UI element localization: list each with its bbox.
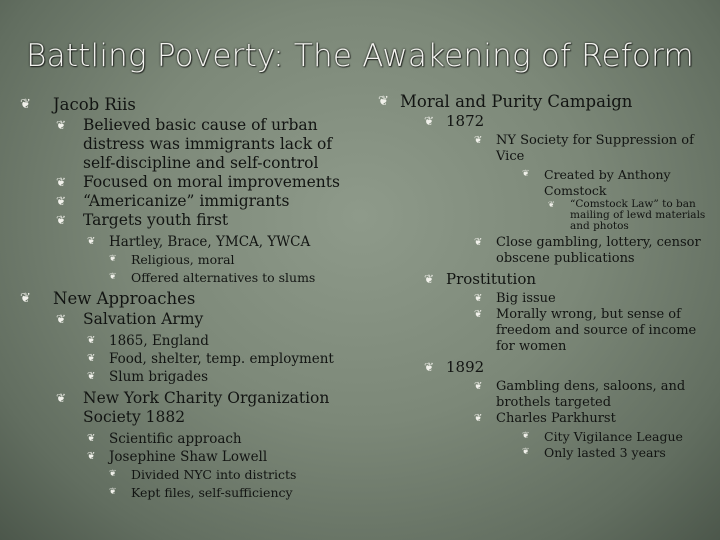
bullet-religious-moral bbox=[109, 251, 360, 269]
prostitution-sublist bbox=[474, 291, 708, 355]
bullet-text: “Americanize” immigrants bbox=[83, 192, 290, 210]
laurel-leaf-icon: ❦ bbox=[474, 309, 483, 320]
bullet-text: “Comstock Law” to ban mailing of lewd materials and photos bbox=[570, 198, 706, 232]
laurel-leaf-icon: ❦ bbox=[522, 169, 530, 179]
bullet-districts bbox=[109, 466, 360, 484]
bullet-text: Divided NYC into districts bbox=[131, 467, 297, 482]
laurel-leaf-icon: ❦ bbox=[87, 451, 96, 462]
bullet-nyco-society bbox=[56, 389, 360, 501]
bullet-text: Jacob Riis bbox=[53, 95, 136, 114]
bullet-big-issue bbox=[474, 291, 708, 307]
nyco-sublist bbox=[87, 430, 360, 501]
laurel-leaf-icon: ❦ bbox=[474, 381, 483, 392]
new-approaches-sublist bbox=[56, 310, 360, 501]
comstock-sublist bbox=[548, 199, 708, 232]
bullet-text: Believed basic cause of urban distress was immigrants lack of self-discipline and self-control bbox=[83, 116, 333, 172]
slide-title: Battling Poverty: The Awakening of Reform bbox=[26, 38, 694, 74]
bullet-moral-purity bbox=[378, 92, 708, 460]
bullet-text: 1872 bbox=[446, 112, 485, 130]
laurel-leaf-icon: ❦ bbox=[522, 446, 530, 457]
bullet-1892 bbox=[424, 358, 708, 460]
bullet-text: Big issue bbox=[496, 291, 556, 306]
laurel-leaf-icon: ❦ bbox=[424, 272, 435, 286]
parkhurst-sublist bbox=[522, 429, 708, 460]
salvation-army-sublist bbox=[87, 332, 360, 386]
bullet-text: Focused on moral improvements bbox=[83, 173, 340, 191]
laurel-leaf-icon: ❦ bbox=[87, 335, 96, 346]
year-1872-sublist bbox=[474, 133, 708, 267]
bullet-riis-youth bbox=[56, 211, 360, 286]
bullet-scientific-approach bbox=[87, 430, 360, 448]
bullet-youth-orgs bbox=[87, 233, 360, 286]
bullet-text: Salvation Army bbox=[83, 310, 204, 328]
bullet-text: 1865, England bbox=[109, 333, 209, 349]
bullet-1865-england bbox=[87, 332, 360, 350]
youth-orgs-sublist bbox=[109, 251, 360, 286]
laurel-leaf-icon: ❦ bbox=[20, 97, 31, 112]
laurel-leaf-icon: ❦ bbox=[56, 118, 67, 132]
laurel-leaf-icon: ❦ bbox=[548, 200, 555, 209]
laurel-leaf-icon: ❦ bbox=[56, 312, 67, 326]
laurel-leaf-icon: ❦ bbox=[109, 469, 117, 479]
bullet-gambling-dens bbox=[474, 379, 708, 411]
laurel-leaf-icon: ❦ bbox=[56, 213, 67, 227]
laurel-leaf-icon: ❦ bbox=[109, 254, 117, 264]
bullet-text: Kept files, self-sufficiency bbox=[131, 484, 293, 500]
bullet-new-approaches bbox=[20, 289, 360, 501]
bullet-text: Moral and Purity Campaign bbox=[400, 92, 633, 111]
bullet-lasted-3-years bbox=[522, 445, 708, 461]
laurel-leaf-icon: ❦ bbox=[474, 413, 483, 424]
laurel-leaf-icon: ❦ bbox=[87, 353, 96, 364]
bullet-josephine-lowell bbox=[87, 448, 360, 501]
bullet-text: Religious, moral bbox=[131, 252, 235, 267]
bullet-riis-cause bbox=[56, 116, 360, 173]
bullet-comstock-law bbox=[548, 199, 708, 232]
bullet-text: Food, shelter, temp. employment bbox=[109, 351, 334, 367]
left-outline bbox=[20, 95, 360, 501]
bullet-vigilance-league bbox=[522, 429, 708, 445]
laurel-leaf-icon: ❦ bbox=[56, 175, 67, 189]
laurel-leaf-icon: ❦ bbox=[87, 371, 96, 382]
laurel-leaf-icon: ❦ bbox=[87, 236, 96, 247]
laurel-leaf-icon: ❦ bbox=[56, 194, 67, 208]
bullet-close-gambling bbox=[474, 235, 708, 267]
bullet-riis-americanize bbox=[56, 192, 360, 211]
bullet-morally-wrong bbox=[474, 307, 708, 355]
laurel-leaf-icon: ❦ bbox=[378, 94, 389, 109]
bullet-files bbox=[109, 484, 360, 502]
bullet-text: Slum brigades bbox=[109, 369, 209, 385]
laurel-leaf-icon: ❦ bbox=[424, 360, 435, 374]
bullet-text: City Vigilance League bbox=[544, 429, 683, 444]
bullet-text: Gambling dens, saloons, and brothels targeted bbox=[496, 379, 686, 410]
year-1892-sublist bbox=[474, 379, 708, 460]
right-outline bbox=[378, 92, 708, 460]
campaign-sublist bbox=[424, 112, 708, 460]
bullet-ny-society bbox=[474, 133, 708, 232]
bullet-parkhurst bbox=[474, 411, 708, 460]
laurel-leaf-icon: ❦ bbox=[109, 271, 117, 282]
bullet-text: Morally wrong, but sense of freedom and source of income for women bbox=[496, 307, 697, 354]
bullet-text: Offered alternatives to slums bbox=[131, 269, 316, 285]
bullet-text: Created by Anthony Comstock bbox=[544, 167, 671, 198]
bullet-slum-brigades bbox=[87, 368, 360, 386]
laurel-leaf-icon: ❦ bbox=[87, 433, 96, 444]
bullet-text: Close gambling, lottery, censor obscene publications bbox=[496, 235, 701, 266]
laurel-leaf-icon: ❦ bbox=[20, 291, 31, 306]
right-column bbox=[378, 92, 708, 460]
bullet-text: 1892 bbox=[446, 358, 485, 376]
bullet-1872 bbox=[424, 112, 708, 267]
lowell-sublist bbox=[109, 466, 360, 501]
laurel-leaf-icon: ❦ bbox=[474, 237, 483, 248]
bullet-text: NY Society for Suppression of Vice bbox=[496, 133, 694, 164]
bullet-text: New Approaches bbox=[53, 289, 196, 308]
bullet-text: New York Charity Organization Society 1882 bbox=[83, 389, 330, 426]
bullet-prostitution bbox=[424, 270, 708, 355]
bullet-alternatives bbox=[109, 269, 360, 287]
laurel-leaf-icon: ❦ bbox=[474, 293, 483, 304]
youth-sublist bbox=[87, 233, 360, 286]
bullet-text: Charles Parkhurst bbox=[496, 411, 616, 426]
left-column bbox=[20, 92, 360, 501]
bullet-riis-moral bbox=[56, 173, 360, 192]
bullet-text: Targets youth first bbox=[83, 211, 229, 229]
riis-sublist bbox=[56, 116, 360, 286]
ny-society-sublist bbox=[522, 167, 708, 232]
bullet-text: Scientific approach bbox=[109, 431, 242, 447]
bullet-text: Prostitution bbox=[446, 270, 537, 288]
bullet-text: Josephine Shaw Lowell bbox=[109, 449, 268, 465]
bullet-salvation-army bbox=[56, 310, 360, 386]
bullet-jacob-riis bbox=[20, 95, 360, 286]
laurel-leaf-icon: ❦ bbox=[56, 391, 67, 405]
laurel-leaf-icon: ❦ bbox=[109, 486, 117, 497]
laurel-leaf-icon: ❦ bbox=[424, 114, 435, 128]
laurel-leaf-icon: ❦ bbox=[522, 431, 530, 441]
laurel-leaf-icon: ❦ bbox=[474, 135, 483, 146]
bullet-text: Hartley, Brace, YMCA, YWCA bbox=[109, 234, 311, 250]
bullet-comstock bbox=[522, 167, 708, 232]
bullet-food-shelter bbox=[87, 350, 360, 368]
bullet-text: Only lasted 3 years bbox=[544, 444, 666, 460]
